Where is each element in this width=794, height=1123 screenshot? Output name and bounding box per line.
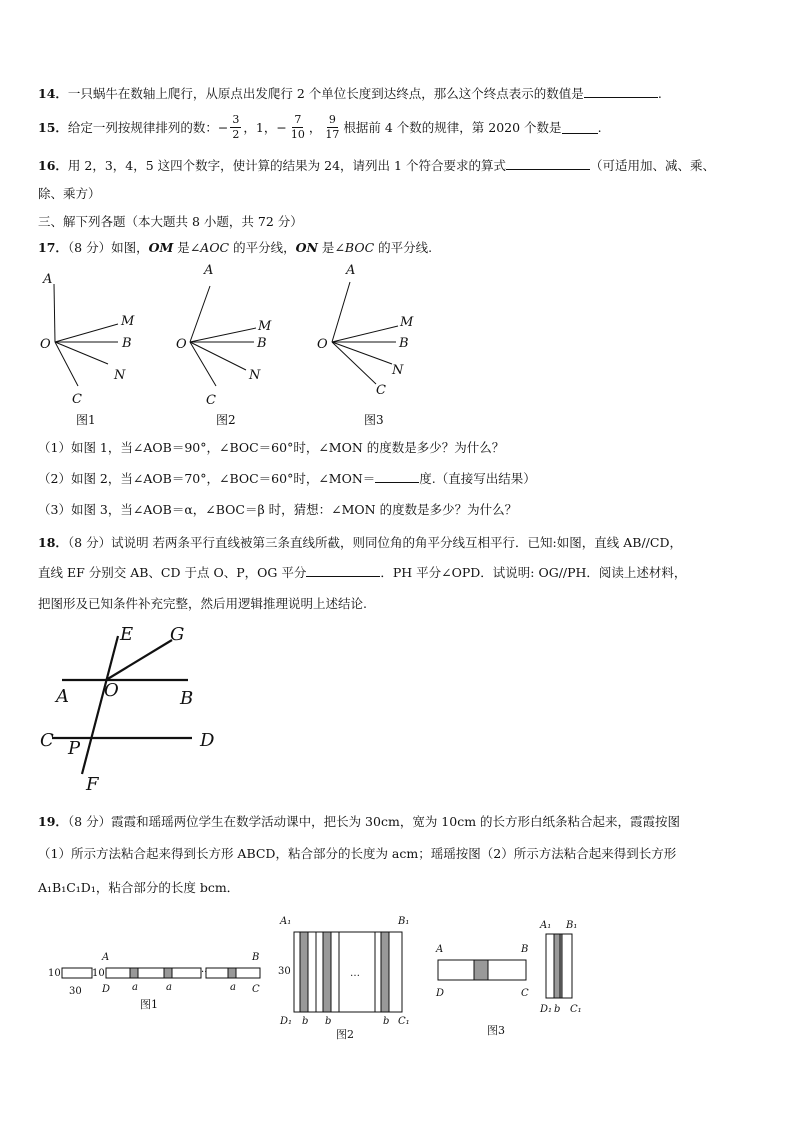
connector: 是 bbox=[317, 240, 335, 255]
line-ef bbox=[82, 636, 118, 774]
fig1-ray-oc bbox=[55, 342, 78, 386]
fig2-label-a: A bbox=[204, 263, 214, 278]
question-text: 一只蜗牛在数轴上爬行，从原点出发爬行 2 个单位长度到达终点，那么这个终点表示的数值是 bbox=[67, 86, 584, 101]
answer-blank[interactable] bbox=[375, 470, 419, 483]
fig2-label-c: C bbox=[206, 393, 216, 408]
fig2-overlap-1 bbox=[300, 932, 308, 1012]
fig2-overlap-2 bbox=[323, 932, 331, 1012]
fig2-overlap-3 bbox=[381, 932, 389, 1012]
question-number: 14． bbox=[38, 86, 68, 101]
fig2-label-a1: A₁ bbox=[280, 916, 292, 927]
ray-om: OM bbox=[148, 240, 174, 255]
label-p: P bbox=[68, 738, 81, 759]
fig1-label-c: C bbox=[252, 984, 260, 995]
fig1-ray-oa bbox=[54, 284, 55, 342]
fig3-label-c: C bbox=[376, 383, 386, 398]
fig1-caption: 图1 bbox=[140, 998, 158, 1011]
single-strip bbox=[62, 968, 92, 978]
fig3-label-o: O bbox=[317, 337, 328, 352]
number: 1 bbox=[255, 119, 264, 135]
fig1-label-a: A bbox=[102, 952, 110, 963]
fig3-label-c1: C₁ bbox=[570, 1004, 582, 1015]
fig2-ray-om bbox=[190, 328, 256, 342]
question-number: 15． bbox=[38, 120, 68, 135]
label-e: E bbox=[120, 624, 134, 645]
label-g: G bbox=[170, 624, 185, 645]
question-tail: 根据前 4 个数的规律，第 2020 个数是 bbox=[343, 120, 562, 135]
fig3-label-d: D bbox=[436, 988, 445, 999]
fig2-label-c1: C₁ bbox=[398, 1016, 410, 1027]
question-16-line2: 除、乘方） bbox=[38, 186, 101, 201]
question-17 bbox=[38, 238, 432, 256]
fig3-caption: 图3 bbox=[487, 1024, 505, 1037]
question-14 bbox=[38, 84, 662, 102]
question-18-line3: 把图形及已知条件补充完整，然后用逻辑推理说明上述结论. bbox=[38, 596, 367, 611]
minus-sign: − bbox=[217, 119, 229, 135]
fig1-label-b: B bbox=[252, 952, 260, 963]
fig1-dots: ·· bbox=[201, 967, 208, 978]
fig1-label-c: C bbox=[72, 392, 82, 407]
fig3-label-b: B bbox=[399, 336, 409, 351]
fig2-label-d1: D₁ bbox=[280, 1016, 293, 1027]
question-19 bbox=[38, 812, 680, 830]
fig1-label-a3: a bbox=[230, 982, 236, 993]
question-17-part-2 bbox=[38, 469, 536, 487]
fig3-label-b: b bbox=[554, 1004, 561, 1015]
question-tail: （可适用加、减、乘、 bbox=[589, 158, 715, 173]
fig3-horizontal-overlap bbox=[474, 960, 488, 980]
fig3-vertical-overlap bbox=[554, 934, 562, 998]
fig3-ray-oa bbox=[332, 282, 350, 342]
part-2-text: （2）如图 2，当∠AOB＝70°，∠BOC＝60°时，∠MON＝ bbox=[38, 471, 376, 486]
fig3-label-a: A bbox=[346, 263, 356, 278]
ray-on: ON bbox=[295, 240, 318, 255]
question-number: 16． bbox=[38, 158, 68, 173]
fig1-label-a: A bbox=[43, 272, 53, 287]
question-16 bbox=[38, 156, 715, 174]
fig1-label-d: D bbox=[102, 984, 111, 995]
fig1-height-joined: 10 bbox=[92, 968, 105, 979]
label-o: O bbox=[104, 680, 119, 701]
fig2-label-m: M bbox=[258, 319, 272, 334]
q19-figures bbox=[40, 908, 600, 1048]
label-d: D bbox=[200, 730, 215, 751]
fig3-label-b1: B₁ bbox=[566, 920, 578, 931]
fig3-ray-oc bbox=[332, 342, 376, 384]
separator: ， bbox=[308, 120, 322, 135]
question-number: 17． bbox=[38, 240, 68, 255]
fraction: $\frac{7}{10}$ bbox=[290, 112, 305, 141]
fig1-label-a2: a bbox=[166, 982, 172, 993]
line2-text: 直线 EF 分别交 AB、CD 于点 O、P，OG 平分 bbox=[38, 565, 307, 580]
minus-sign: − bbox=[276, 119, 287, 135]
fig2-caption: 图2 bbox=[216, 413, 236, 427]
fig3-label-d1: D₁ bbox=[540, 1004, 553, 1015]
fig1-label-n: N bbox=[114, 368, 126, 383]
fig1-label-a1: a bbox=[132, 982, 138, 993]
section-heading: 三、解下列各题（本大题共 8 小题，共 72 分） bbox=[38, 214, 303, 229]
fig1-label-b: B bbox=[122, 336, 132, 351]
fig3-caption: 图3 bbox=[364, 413, 384, 427]
question-19-line2: （1）所示方法粘合起来得到长方形 ABCD，粘合部分的长度为 acm；瑶瑶按图（2）所示方法粘合起来得到长方形 bbox=[38, 846, 677, 861]
question-18-line2 bbox=[38, 563, 686, 581]
fig3-label-a1: A₁ bbox=[540, 920, 552, 931]
fig1-width-label: 30 bbox=[69, 986, 82, 997]
label-a: A bbox=[56, 686, 69, 707]
fraction: $\frac{3}{2}$ bbox=[232, 112, 240, 141]
fig1-ray-om bbox=[55, 324, 118, 342]
line2-tail: ．PH 平分∠OPD．试说明: OG//PH．阅读上述材料， bbox=[380, 565, 687, 580]
question-text: （8 分）霞霞和瑶瑶两位学生在数学活动课中，把长为 30cm，宽为 10cm 的长方形白纸条粘合起来，霞霞按图 bbox=[67, 814, 681, 829]
answer-blank[interactable] bbox=[506, 157, 590, 170]
question-18 bbox=[38, 533, 682, 551]
part-2-tail: 度.（直接写出结果） bbox=[419, 471, 536, 486]
fig1-label-m: M bbox=[121, 314, 135, 329]
period: . bbox=[657, 86, 662, 101]
fig2-label-n: N bbox=[249, 368, 261, 383]
fig2-label-b-3: b bbox=[383, 1016, 390, 1027]
question-17-part-1: （1）如图 1，当∠AOB＝90°，∠BOC＝60°时，∠MON 的度数是多少？为什么？ bbox=[38, 440, 505, 455]
q18-figure bbox=[36, 622, 226, 794]
connector: 的平分线. bbox=[374, 240, 433, 255]
fig3-label-b: B bbox=[521, 944, 529, 955]
q17-figures bbox=[30, 258, 460, 430]
question-text: （8 分）试说明 若两条平行直线被第三条直线所截，则同位角的角平分线互相平行．已知:如图，直线 AB//CD， bbox=[67, 535, 682, 550]
connector: 的平分线， bbox=[229, 240, 296, 255]
question-number: 18． bbox=[38, 535, 68, 550]
angle-aoc: ∠AOC bbox=[189, 240, 230, 255]
fig2-dots: … bbox=[350, 968, 360, 979]
question-number: 19． bbox=[38, 814, 68, 829]
fig1-caption: 图1 bbox=[76, 413, 96, 427]
angle-boc: ∠BOC bbox=[334, 240, 375, 255]
fig3-label-c: C bbox=[521, 988, 529, 999]
fig2-ray-oa bbox=[190, 286, 210, 342]
fig2-height-label: 30 bbox=[278, 966, 291, 977]
question-lead: 给定一列按规律排列的数： bbox=[67, 120, 218, 135]
overlap-a1 bbox=[130, 968, 138, 978]
answer-blank[interactable] bbox=[584, 85, 658, 98]
label-b: B bbox=[180, 688, 194, 709]
fig3-ray-om bbox=[332, 326, 398, 342]
score: （8 分）如图， bbox=[67, 240, 149, 255]
fig2-label-b: B bbox=[257, 336, 267, 351]
fig2-label-o: O bbox=[176, 337, 187, 352]
fig3-label-m: M bbox=[400, 315, 414, 330]
fig3-label-a: A bbox=[436, 944, 444, 955]
fig2-label-b1: B₁ bbox=[398, 916, 410, 927]
overlap-a2 bbox=[164, 968, 172, 978]
question-text: 用 2，3，4，5 这四个数字，使计算的结果为 24，请列出 1 个符合要求的算式 bbox=[67, 158, 506, 173]
separator: ， bbox=[243, 120, 256, 135]
label-c: C bbox=[40, 730, 54, 751]
fig3-ray-on bbox=[332, 342, 392, 364]
answer-blank[interactable] bbox=[306, 564, 380, 577]
joined-strip-left bbox=[106, 968, 201, 978]
fig2-label-b-1: b bbox=[302, 1016, 309, 1027]
separator: ， bbox=[263, 120, 277, 135]
fig3-label-n: N bbox=[392, 363, 404, 378]
answer-blank[interactable] bbox=[562, 121, 598, 134]
question-17-part-3: （3）如图 3，当∠AOB＝α，∠BOC＝β 时，猜想：∠MON 的度数是多少？为什么？ bbox=[38, 502, 518, 517]
label-f: F bbox=[86, 774, 99, 794]
fig2-caption: 图2 bbox=[336, 1028, 354, 1041]
question-15 bbox=[38, 108, 602, 146]
connector: 是 bbox=[173, 240, 190, 255]
period: . bbox=[597, 119, 602, 135]
fig1-height-single: 10 bbox=[48, 968, 61, 979]
fig1-label-o: O bbox=[40, 337, 51, 352]
overlap-a3 bbox=[228, 968, 236, 978]
fraction: $\frac{9}{17}$ bbox=[325, 112, 340, 141]
question-19-line3: A₁B₁C₁D₁，粘合部分的长度 bcm． bbox=[38, 880, 240, 895]
fig2-label-b-2: b bbox=[325, 1016, 332, 1027]
fig1-ray-on bbox=[55, 342, 108, 364]
